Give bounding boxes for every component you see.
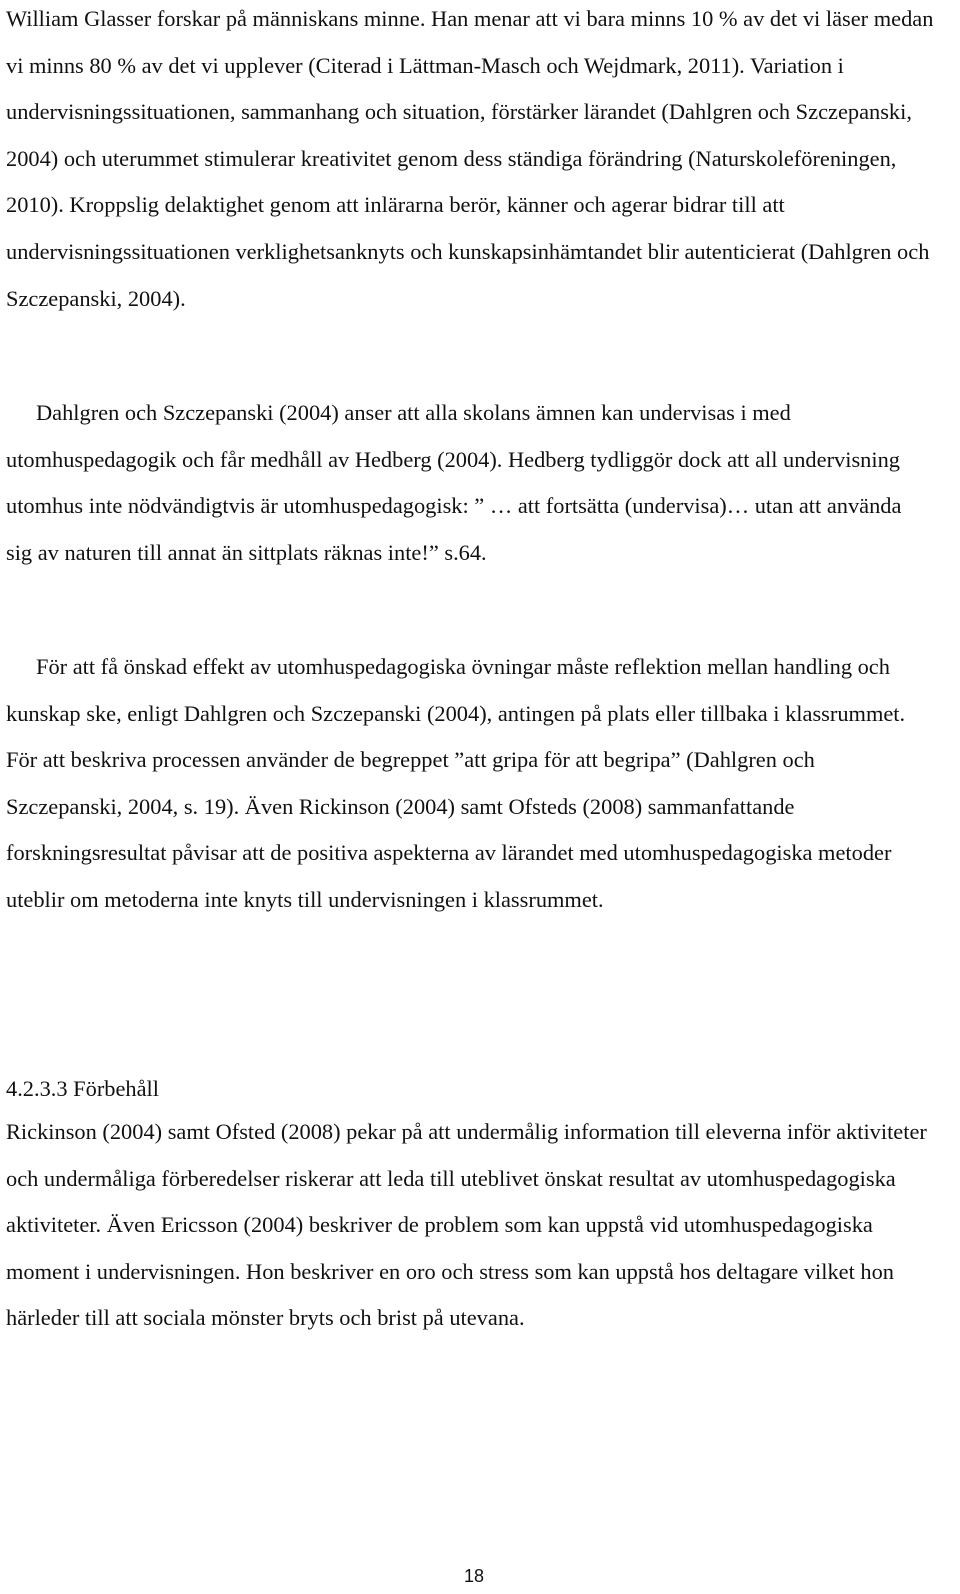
section-heading: 4.2.3.3 Förbehåll <box>6 1076 159 1101</box>
paragraph-all-subjects: Dahlgren och Szczepanski (2004) anser att alla skolans ämnen kan undervisas i med utomhuspedagogik och får medhåll av Hedberg (2004). Hedberg tydliggör dock att all undervisning utomhus inte nödvändigtvis är utomhuspedagogisk: ” … att fortsätta (undervisa)… utan att använda sig av naturen till annat än sittplats räknas inte!” s.64. <box>6 400 902 565</box>
paragraph-memory-research: William Glasser forskar på människans minne. Han menar att vi bara minns 10 % av det vi läser medan vi minns 80 % av det vi upplever (Citerad i Lättman-Masch och Wejdmark, 2011). Variation i undervisningssituationen, sammanhang och situation, förstärker lärandet (Dahlgren och Szczepanski, 2004) och uterummet stimulerar kreativitet genom dess ständiga förändring (Naturskoleföreningen, 2010). Kroppslig delaktighet genom att inlärarna berör, känner och agerar bidrar till att undervisningssituationen verklighetsanknyts och kunskapsinhämtandet blir autenticierat (Dahlgren och Szczepanski, 2004). <box>6 6 934 311</box>
paragraph-reservations: Rickinson (2004) samt Ofsted (2008) pekar på att undermålig information till eleverna inför aktiviteter och undermåliga förberedelser riskerar att leda till uteblivet önskat resultat av utomhuspedagogiska aktiviteter. Även Ericsson (2004) beskriver de problem som kan uppstå vid utomhuspedagogiska moment i undervisningen. Hon beskriver en oro och stress som kan uppstå hos deltagare vilket hon härleder till att sociala mönster bryts och brist på utevana. <box>6 1119 927 1331</box>
paragraph-reflection: För att få önskad effekt av utomhuspedagogiska övningar måste reflektion mellan handling och kunskap ske, enligt Dahlgren och Szczepanski (2004), antingen på plats eller tillbaka i klassrummet. För att beskriva processen använder de begreppet ”att gripa för att begripa” (Dahlgren och Szczepanski, 2004, s. 19). Även Rickinson (2004) samt Ofsteds (2008) sammanfattande forskningsresultat påvisar att de positiva aspekterna av lärandet med utomhuspedagogiska metoder uteblir om metoderna inte knyts till undervisningen i klassrummet. <box>6 654 906 912</box>
page-number: 18 <box>463 1566 485 1586</box>
